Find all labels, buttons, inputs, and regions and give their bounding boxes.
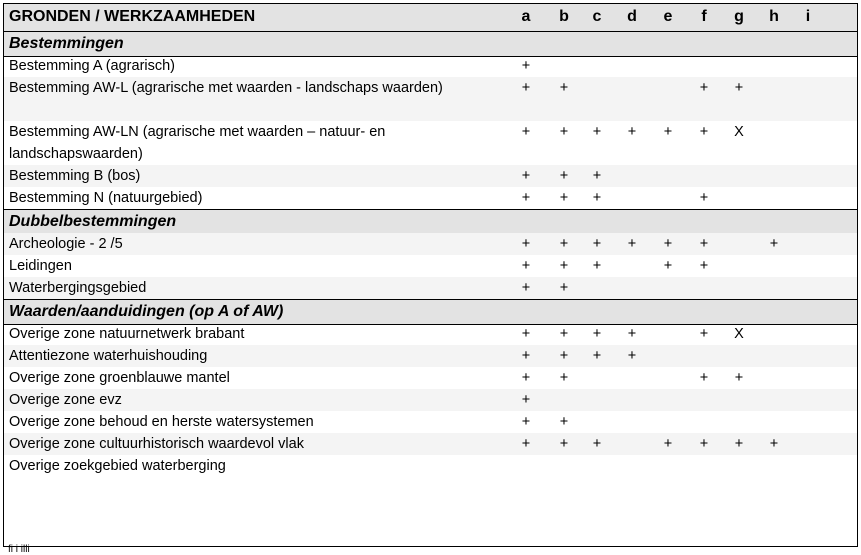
mark-g: + (734, 80, 744, 96)
row-label: Leidingen (9, 258, 72, 274)
column-header-e: e (663, 8, 673, 25)
row-label: Waterbergingsgebied (9, 280, 147, 296)
column-header-i: i (805, 8, 811, 25)
mark-b: + (559, 280, 569, 296)
mark-c: + (592, 190, 602, 206)
table-row (4, 187, 857, 209)
table-row (4, 367, 857, 389)
mark-b: + (559, 80, 569, 96)
table-row (4, 455, 857, 477)
mark-b: + (559, 414, 569, 430)
mark-g: + (734, 436, 744, 452)
section-row (4, 299, 857, 325)
mark-f: + (699, 436, 709, 452)
mark-a: + (521, 414, 531, 430)
footnote: fi i illi (8, 544, 30, 555)
mark-c: + (592, 436, 602, 452)
mark-a: + (521, 236, 531, 252)
mark-b: + (559, 326, 569, 342)
mark-f: + (699, 236, 709, 252)
mark-a: + (521, 80, 531, 96)
row-label: Overige zoekgebied waterberging (9, 458, 226, 474)
mark-h: + (769, 236, 779, 252)
table-row (4, 165, 857, 187)
column-header-c: c (592, 8, 602, 25)
table-row (4, 345, 857, 367)
mark-b: + (559, 348, 569, 364)
mark-a: + (521, 326, 531, 342)
mark-a: + (521, 436, 531, 452)
row-label: Overige zone cultuurhistorisch waardevol vlak (9, 436, 304, 452)
mark-c: + (592, 124, 602, 140)
table-row (4, 55, 857, 77)
mark-b: + (559, 236, 569, 252)
mark-f: + (699, 190, 709, 206)
mark-e: + (663, 258, 673, 274)
table-row (4, 389, 857, 411)
mark-g: + (734, 370, 744, 386)
column-header-d: d (627, 8, 637, 25)
column-header-h: h (769, 8, 779, 25)
mark-d: + (627, 124, 637, 140)
mark-f: + (699, 370, 709, 386)
mark-d: + (627, 236, 637, 252)
mark-a: + (521, 348, 531, 364)
column-header-g: g (734, 8, 744, 25)
mark-a: + (521, 124, 531, 140)
mark-c: + (592, 168, 602, 184)
row-label: Bestemming B (bos) (9, 168, 141, 184)
mark-f: + (699, 80, 709, 96)
mark-f: + (699, 258, 709, 274)
row-label: Overige zone natuurnetwerk brabant (9, 326, 245, 342)
mark-d: + (627, 348, 637, 364)
mark-f: + (699, 124, 709, 140)
mark-f: + (699, 326, 709, 342)
mark-g: X (734, 326, 744, 342)
table-row (4, 411, 857, 433)
table-row (4, 323, 857, 345)
mark-b: + (559, 258, 569, 274)
mark-a: + (521, 370, 531, 386)
section-title: Bestemmingen (9, 35, 124, 52)
mark-e: + (663, 436, 673, 452)
mark-b: + (559, 436, 569, 452)
header-title: GRONDEN / WERKZAAMHEDEN (9, 8, 256, 25)
section-title: Waarden/aanduidingen (op A of AW) (9, 303, 284, 320)
section-title: Dubbelbestemmingen (9, 213, 177, 230)
mark-a: + (521, 168, 531, 184)
row-label: Overige zone groenblauwe mantel (9, 370, 230, 386)
table-row (4, 233, 857, 255)
mark-a: + (521, 258, 531, 274)
works-table (3, 3, 858, 547)
mark-e: + (663, 236, 673, 252)
table-row (4, 255, 857, 277)
row-label: Bestemming A (agrarisch) (9, 58, 176, 74)
mark-b: + (559, 168, 569, 184)
table-row (4, 433, 857, 455)
row-label: Attentiezone waterhuishouding (9, 348, 208, 364)
mark-b: + (559, 124, 569, 140)
mark-g: X (734, 124, 744, 140)
mark-h: + (769, 436, 779, 452)
table-row (4, 121, 857, 165)
row-label: Bestemming N (natuurgebied) (9, 190, 203, 206)
row-label: Overige zone behoud en herste watersystemen (9, 414, 314, 430)
section-row (4, 209, 857, 235)
column-header-f: f (701, 8, 707, 25)
mark-c: + (592, 236, 602, 252)
row-label: Overige zone evz (9, 392, 122, 408)
row-label: Bestemming AW-LN (agrarische met waarden – natuur- en landschapswaarden) (9, 124, 386, 162)
mark-a: + (521, 392, 531, 408)
table-row (4, 277, 857, 299)
mark-c: + (592, 348, 602, 364)
mark-b: + (559, 370, 569, 386)
mark-b: + (559, 190, 569, 206)
mark-a: + (521, 58, 531, 74)
table-row (4, 77, 857, 121)
mark-d: + (627, 326, 637, 342)
section-row (4, 31, 857, 57)
mark-e: + (663, 124, 673, 140)
table-header (4, 4, 857, 32)
column-header-b: b (559, 8, 569, 25)
mark-c: + (592, 258, 602, 274)
mark-a: + (521, 190, 531, 206)
column-header-a: a (521, 8, 531, 25)
row-label: Bestemming AW-L (agrarische met waarden - landschaps waarden) (9, 80, 443, 96)
mark-a: + (521, 280, 531, 296)
row-label: Archeologie - 2 /5 (9, 236, 123, 252)
mark-c: + (592, 326, 602, 342)
